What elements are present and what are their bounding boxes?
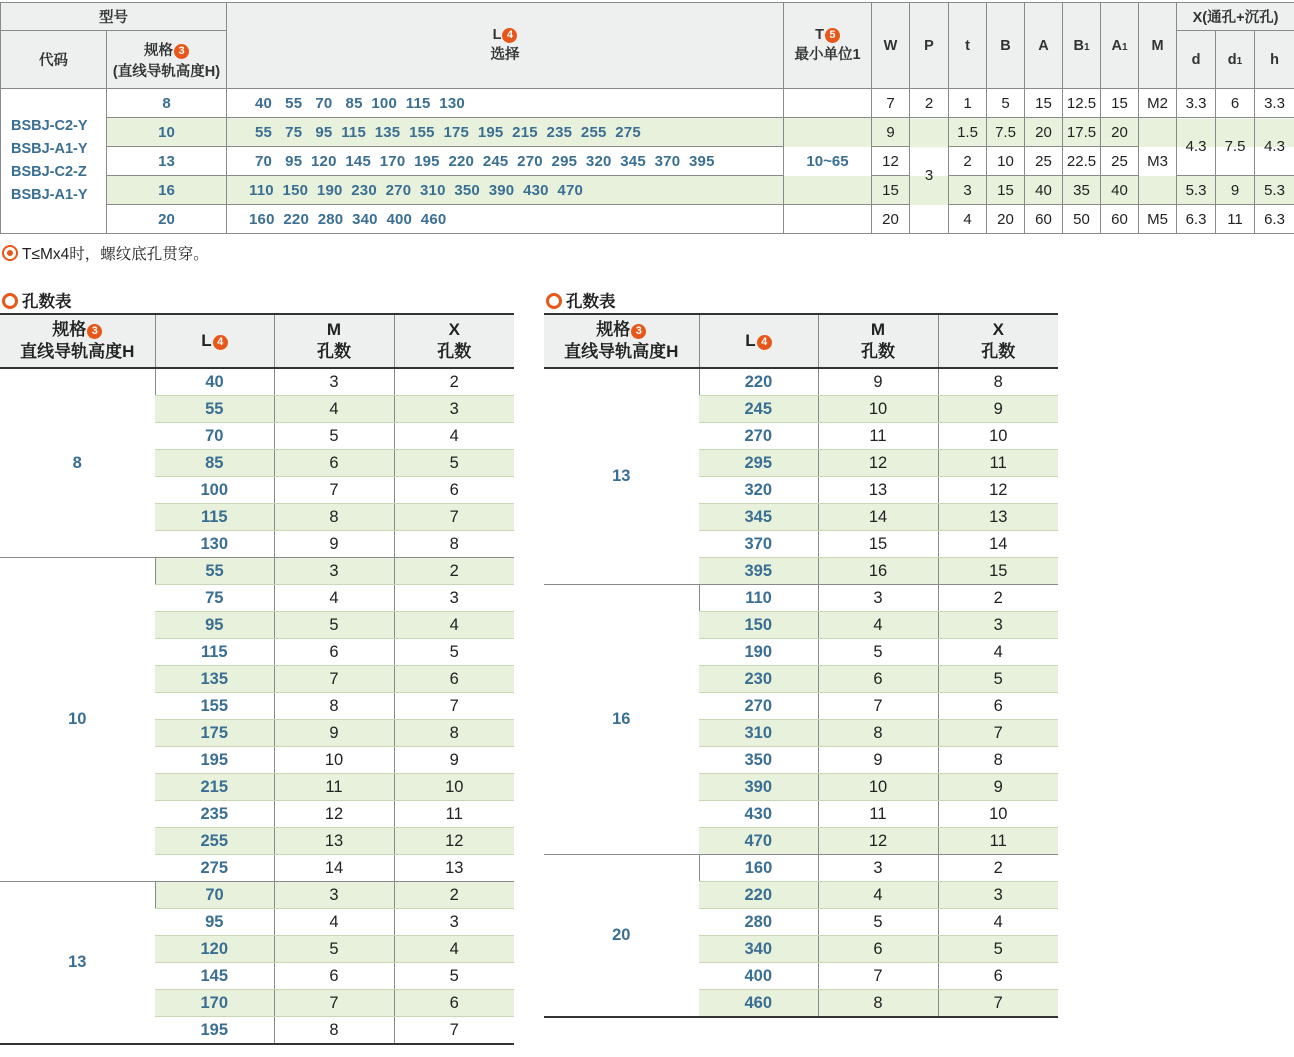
M-count: 13 — [818, 477, 938, 504]
spec-value: 20 — [107, 205, 227, 234]
M-count: 3 — [274, 558, 394, 585]
M-count: 5 — [818, 909, 938, 936]
spec-group: 13 — [544, 368, 699, 585]
X-count: 15 — [938, 558, 1058, 585]
X-count: 5 — [394, 450, 514, 477]
B-value: 15 — [987, 176, 1025, 205]
X-count: 5 — [394, 963, 514, 990]
X-count: 13 — [938, 504, 1058, 531]
X-count: 6 — [394, 990, 514, 1017]
L-value: 220 — [699, 882, 818, 909]
L-value: 255 — [155, 828, 274, 855]
M-count: 9 — [274, 531, 394, 558]
header-X-count: X 孔数 — [394, 314, 514, 368]
X-count: 4 — [394, 936, 514, 963]
L-value: 175 — [155, 720, 274, 747]
M-count: 5 — [274, 936, 394, 963]
L-options: 55 75 95 115 135 155 175 195 215 235 255 275 — [227, 118, 784, 147]
X-count: 8 — [394, 531, 514, 558]
L-value: 245 — [699, 396, 818, 423]
header-M-count: M 孔数 — [818, 314, 938, 368]
badge-4-icon: 4 — [502, 28, 517, 43]
t-value: 1 — [949, 89, 987, 118]
header-L: L 4 — [699, 314, 818, 368]
M-count: 9 — [274, 720, 394, 747]
X-count: 2 — [938, 855, 1058, 882]
L-value: 370 — [699, 531, 818, 558]
M-count: 12 — [818, 828, 938, 855]
P-value: 2 — [910, 89, 949, 118]
A-value: 40 — [1025, 176, 1063, 205]
A-value: 25 — [1025, 147, 1063, 176]
L-options: 110 150 190 230 270 310 350 390 430 470 — [227, 176, 784, 205]
X-count: 4 — [938, 909, 1058, 936]
header-spec: 规格 3 直线导轨高度H — [544, 314, 699, 368]
X-count: 2 — [394, 882, 514, 909]
M-count: 6 — [274, 450, 394, 477]
L-value: 270 — [699, 423, 818, 450]
badge-3-icon: 3 — [631, 324, 646, 339]
X-count: 8 — [938, 368, 1058, 396]
W-value: 7 — [872, 89, 910, 118]
M-count: 7 — [274, 477, 394, 504]
L-options: 160 220 280 340 400 460 — [227, 205, 784, 234]
hole-table-title-right: 孔数表 — [546, 288, 616, 312]
M-count: 3 — [274, 882, 394, 909]
d-value: 3.3 — [1177, 89, 1216, 118]
L-value: 55 — [155, 396, 274, 423]
M-value: M3 — [1139, 118, 1177, 205]
M-count: 4 — [274, 909, 394, 936]
X-count: 6 — [394, 477, 514, 504]
B1-value: 50 — [1063, 205, 1101, 234]
header-X: X(通孔+沉孔) — [1177, 3, 1294, 31]
bullet-dot-icon — [2, 245, 18, 261]
X-count: 9 — [938, 774, 1058, 801]
W-value: 9 — [872, 118, 910, 147]
header-B1: B1 — [1063, 3, 1101, 89]
t-value: 4 — [949, 205, 987, 234]
X-count: 11 — [938, 450, 1058, 477]
X-count: 7 — [938, 990, 1058, 1018]
M-count: 5 — [274, 612, 394, 639]
table-row — [544, 855, 1058, 882]
A-value: 60 — [1025, 205, 1063, 234]
M-count: 8 — [818, 720, 938, 747]
h-value: 4.3 — [1255, 118, 1294, 176]
M-count: 9 — [818, 368, 938, 396]
L-value: 295 — [699, 450, 818, 477]
hole-count-table-right — [544, 313, 1058, 1018]
X-count: 6 — [394, 666, 514, 693]
B-value: 10 — [987, 147, 1025, 176]
A1-value: 25 — [1101, 147, 1139, 176]
L-value: 235 — [155, 801, 274, 828]
L-value: 145 — [155, 963, 274, 990]
X-count: 4 — [394, 612, 514, 639]
M-count: 4 — [274, 585, 394, 612]
M-count: 8 — [818, 990, 938, 1018]
M-count: 5 — [274, 423, 394, 450]
L-value: 40 — [155, 368, 274, 396]
table-row — [544, 368, 1058, 396]
L-value: 110 — [699, 585, 818, 612]
M-count: 11 — [818, 801, 938, 828]
P-value: 3 — [910, 118, 949, 234]
header-model: 型号 — [1, 3, 227, 31]
M-count: 15 — [818, 531, 938, 558]
header-spec: 规格 3 直线导轨高度H — [0, 314, 155, 368]
M-count: 16 — [818, 558, 938, 585]
M-count: 11 — [274, 774, 394, 801]
M-count: 7 — [818, 693, 938, 720]
M-count: 9 — [818, 747, 938, 774]
header-L: L 4 — [155, 314, 274, 368]
M-count: 7 — [274, 666, 394, 693]
header-P: P — [910, 3, 949, 89]
M-count: 10 — [818, 774, 938, 801]
table-row — [0, 368, 514, 396]
header-spec: 规格 3 (直线导轨高度H) — [107, 31, 227, 89]
h-value: 5.3 — [1255, 176, 1294, 205]
M-count: 8 — [274, 693, 394, 720]
A-value: 20 — [1025, 118, 1063, 147]
X-count: 7 — [394, 693, 514, 720]
L-value: 350 — [699, 747, 818, 774]
L-value: 155 — [155, 693, 274, 720]
t-value: 2 — [949, 147, 987, 176]
M-count: 6 — [818, 666, 938, 693]
L-value: 100 — [155, 477, 274, 504]
M-count: 6 — [274, 639, 394, 666]
badge-4-icon: 4 — [757, 335, 772, 350]
B-value: 7.5 — [987, 118, 1025, 147]
X-count: 3 — [938, 612, 1058, 639]
X-count: 5 — [394, 639, 514, 666]
L-value: 390 — [699, 774, 818, 801]
spec-value: 10 — [107, 118, 227, 147]
T-value: 10~65 — [784, 118, 872, 205]
spec-table — [0, 2, 1294, 234]
X-count: 7 — [938, 720, 1058, 747]
M-count: 3 — [818, 585, 938, 612]
spec-value: 16 — [107, 176, 227, 205]
W-value: 15 — [872, 176, 910, 205]
A1-value: 40 — [1101, 176, 1139, 205]
M-count: 4 — [818, 882, 938, 909]
X-count: 11 — [938, 828, 1058, 855]
A1-value: 20 — [1101, 118, 1139, 147]
L-value: 150 — [699, 612, 818, 639]
M-count: 14 — [818, 504, 938, 531]
L-value: 170 — [155, 990, 274, 1017]
M-count: 4 — [274, 396, 394, 423]
L-value: 160 — [699, 855, 818, 882]
M-count: 11 — [818, 423, 938, 450]
W-value: 12 — [872, 147, 910, 176]
X-count: 2 — [394, 368, 514, 396]
X-count: 4 — [938, 639, 1058, 666]
L-value: 70 — [155, 423, 274, 450]
L-value: 120 — [155, 936, 274, 963]
T-cell — [784, 205, 872, 234]
M-count: 12 — [274, 801, 394, 828]
M-count: 6 — [274, 963, 394, 990]
badge-3-icon: 3 — [87, 324, 102, 339]
X-count: 4 — [394, 423, 514, 450]
X-count: 2 — [938, 585, 1058, 612]
M-count: 6 — [818, 936, 938, 963]
L-value: 195 — [155, 747, 274, 774]
spec-group: 16 — [544, 585, 699, 855]
spec-group: 8 — [0, 368, 155, 558]
M-count: 4 — [818, 612, 938, 639]
X-count: 6 — [938, 693, 1058, 720]
M-value: M5 — [1139, 205, 1177, 234]
header-d: d — [1177, 31, 1216, 89]
t-value: 3 — [949, 176, 987, 205]
L-value: 75 — [155, 585, 274, 612]
header-A1: A1 — [1101, 3, 1139, 89]
L-value: 85 — [155, 450, 274, 477]
X-count: 2 — [394, 558, 514, 585]
hole-table-title-left: 孔数表 — [2, 288, 72, 312]
X-count: 10 — [394, 774, 514, 801]
X-count: 12 — [938, 477, 1058, 504]
M-count: 8 — [274, 1017, 394, 1045]
M-count: 7 — [274, 990, 394, 1017]
L-value: 215 — [155, 774, 274, 801]
A1-value: 60 — [1101, 205, 1139, 234]
header-T: T 5 最小单位1 — [784, 3, 872, 89]
M-count: 8 — [274, 504, 394, 531]
X-count: 3 — [938, 882, 1058, 909]
header-A: A — [1025, 3, 1063, 89]
X-count: 8 — [938, 747, 1058, 774]
footnote: T≤Mx4时，螺纹底孔贯穿。 — [2, 242, 209, 264]
d-value: 5.3 — [1177, 176, 1216, 205]
L-value: 400 — [699, 963, 818, 990]
B-value: 5 — [987, 89, 1025, 118]
L-value: 135 — [155, 666, 274, 693]
X-count: 5 — [938, 666, 1058, 693]
B1-value: 17.5 — [1063, 118, 1101, 147]
M-count: 5 — [818, 639, 938, 666]
L-value: 340 — [699, 936, 818, 963]
L-value: 345 — [699, 504, 818, 531]
header-t: t — [949, 3, 987, 89]
X-count: 3 — [394, 909, 514, 936]
L-value: 230 — [699, 666, 818, 693]
M-count: 12 — [818, 450, 938, 477]
A-value: 15 — [1025, 89, 1063, 118]
d1-value: 9 — [1216, 176, 1255, 205]
h-value: 6.3 — [1255, 205, 1294, 234]
ring-bullet-icon — [2, 293, 18, 309]
header-W: W — [872, 3, 910, 89]
L-value: 275 — [155, 855, 274, 882]
d1-value: 7.5 — [1216, 118, 1255, 176]
M-count: 3 — [818, 855, 938, 882]
X-count: 8 — [394, 720, 514, 747]
A1-value: 15 — [1101, 89, 1139, 118]
L-value: 430 — [699, 801, 818, 828]
d-value: 6.3 — [1177, 205, 1216, 234]
table-row — [544, 585, 1058, 612]
X-count: 13 — [394, 855, 514, 882]
X-count: 11 — [394, 801, 514, 828]
L-value: 115 — [155, 639, 274, 666]
M-count: 7 — [818, 963, 938, 990]
X-count: 14 — [938, 531, 1058, 558]
M-count: 13 — [274, 828, 394, 855]
header-h: h — [1255, 31, 1294, 89]
L-value: 220 — [699, 368, 818, 396]
header-code: 代码 — [1, 31, 107, 89]
table-row — [0, 882, 514, 909]
L-value: 280 — [699, 909, 818, 936]
badge-5-icon: 5 — [825, 28, 840, 43]
B1-value: 12.5 — [1063, 89, 1101, 118]
X-count: 3 — [394, 396, 514, 423]
spec-group: 13 — [0, 882, 155, 1045]
M-count: 3 — [274, 368, 394, 396]
L-value: 95 — [155, 909, 274, 936]
hole-count-table-left — [0, 313, 514, 1045]
badge-3-icon: 3 — [174, 44, 189, 59]
M-value: M2 — [1139, 89, 1177, 118]
spec-value: 13 — [107, 147, 227, 176]
L-value: 130 — [155, 531, 274, 558]
B1-value: 22.5 — [1063, 147, 1101, 176]
header-M-count: M 孔数 — [274, 314, 394, 368]
ring-bullet-icon — [546, 293, 562, 309]
L-value: 320 — [699, 477, 818, 504]
M-count: 10 — [818, 396, 938, 423]
X-count: 10 — [938, 801, 1058, 828]
header-X-count: X 孔数 — [938, 314, 1058, 368]
L-value: 460 — [699, 990, 818, 1018]
d-value: 4.3 — [1177, 118, 1216, 176]
spec-group: 20 — [544, 855, 699, 1018]
W-value: 20 — [872, 205, 910, 234]
M-count: 10 — [274, 747, 394, 774]
L-value: 190 — [699, 639, 818, 666]
L-value: 70 — [155, 882, 274, 909]
L-value: 115 — [155, 504, 274, 531]
X-count: 7 — [394, 1017, 514, 1045]
d1-value: 6 — [1216, 89, 1255, 118]
X-count: 3 — [394, 585, 514, 612]
L-value: 310 — [699, 720, 818, 747]
table-row — [0, 558, 514, 585]
spec-value: 8 — [107, 89, 227, 118]
L-value: 55 — [155, 558, 274, 585]
header-L: L 4 选择 — [227, 3, 784, 89]
L-options: 40 55 70 85 100 115 130 — [227, 89, 784, 118]
X-count: 7 — [394, 504, 514, 531]
header-M: M — [1139, 3, 1177, 89]
header-B: B — [987, 3, 1025, 89]
L-value: 470 — [699, 828, 818, 855]
M-count: 14 — [274, 855, 394, 882]
t-value: 1.5 — [949, 118, 987, 147]
product-codes: BSBJ-C2-Y BSBJ-A1-Y BSBJ-C2-Z BSBJ-A1-Y — [1, 89, 107, 234]
L-value: 95 — [155, 612, 274, 639]
X-count: 5 — [938, 936, 1058, 963]
d1-value: 11 — [1216, 205, 1255, 234]
T-cell — [784, 89, 872, 118]
X-count: 9 — [394, 747, 514, 774]
h-value: 3.3 — [1255, 89, 1294, 118]
X-count: 6 — [938, 963, 1058, 990]
X-count: 12 — [394, 828, 514, 855]
L-options: 70 95 120 145 170 195 220 245 270 295 320 345 370 395 — [227, 147, 784, 176]
L-value: 270 — [699, 693, 818, 720]
L-value: 195 — [155, 1017, 274, 1045]
X-count: 10 — [938, 423, 1058, 450]
X-count: 9 — [938, 396, 1058, 423]
header-d1: d1 — [1216, 31, 1255, 89]
spec-group: 10 — [0, 558, 155, 882]
B1-value: 35 — [1063, 176, 1101, 205]
B-value: 20 — [987, 205, 1025, 234]
L-value: 395 — [699, 558, 818, 585]
badge-4-icon: 4 — [213, 335, 228, 350]
